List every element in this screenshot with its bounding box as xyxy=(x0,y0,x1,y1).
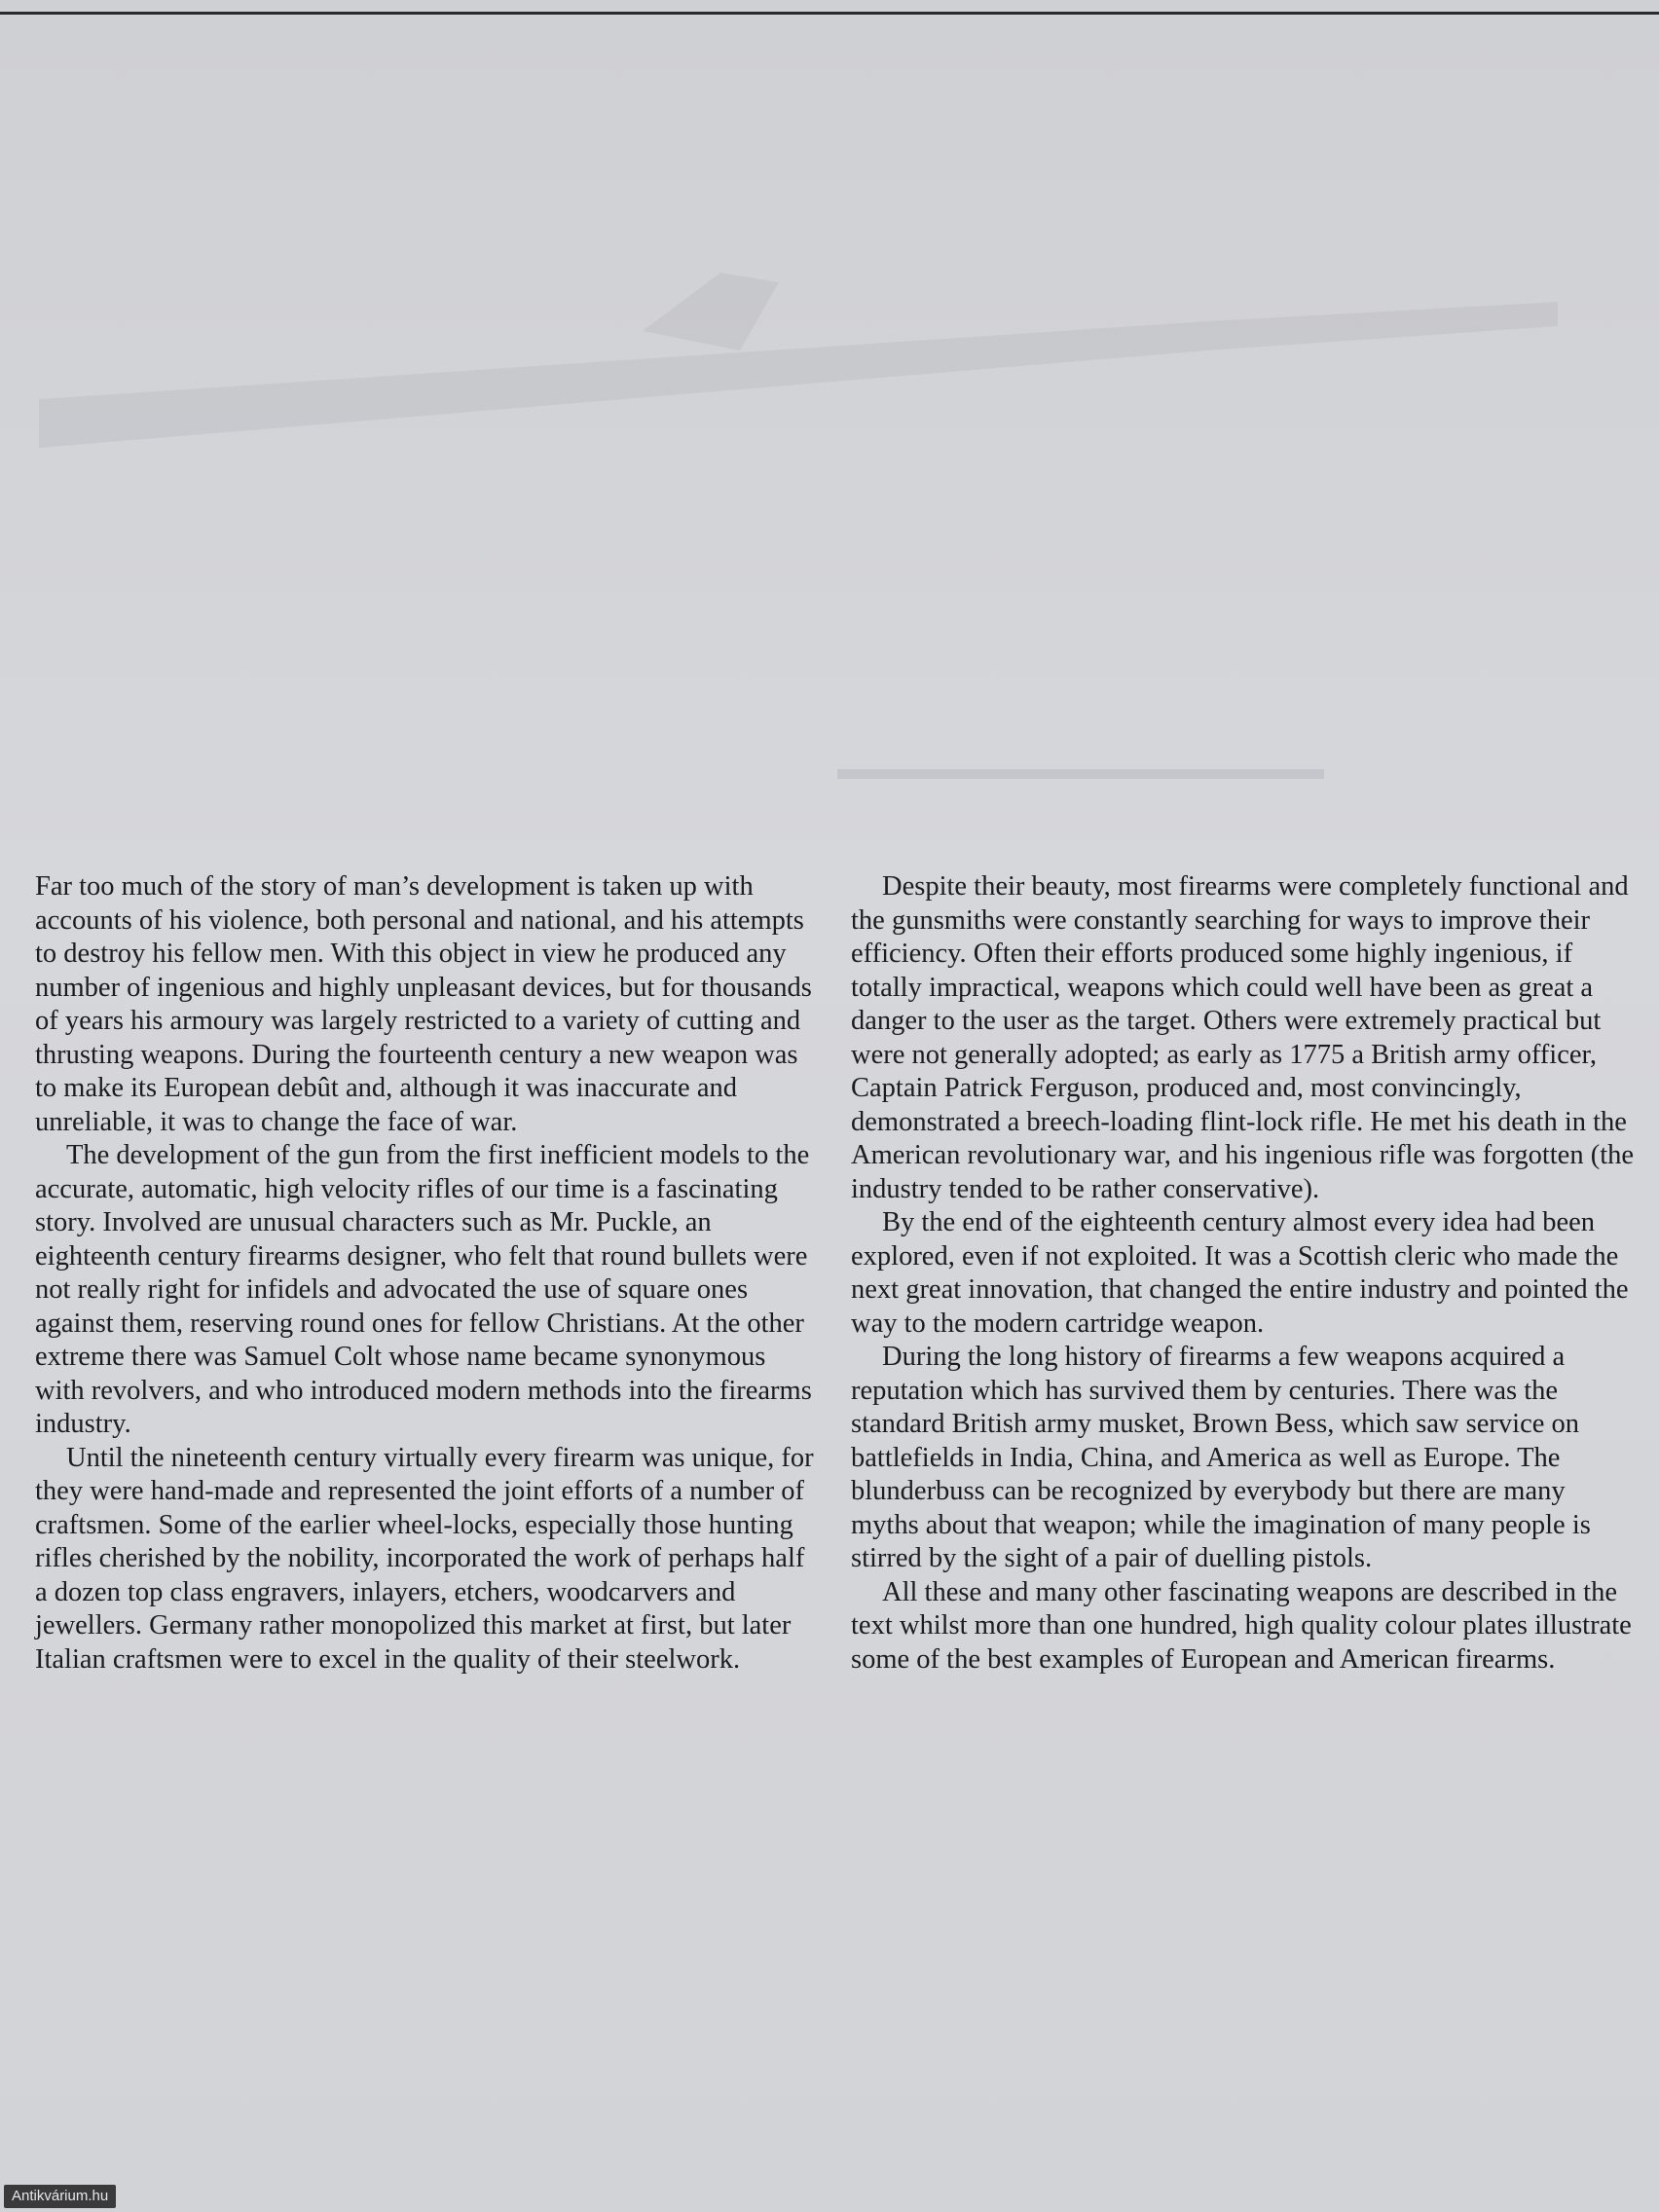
watermark-label: Antikvárium.hu xyxy=(4,2185,116,2208)
right-text-column xyxy=(851,870,1636,1677)
faint-show-through-caption xyxy=(837,769,1324,779)
paragraph: Despite their beauty, most firearms were completely functional and the gunsmiths were constantly searching for ways to improve their efficiency. Often their efforts produced some highly ingenious, if totally impractical, weapons which could well have been as great a danger to the user as the target. Others were extremely practical but were not generally adopted; as early as 1775 a British army officer, Captain Patrick Ferguson, produced and, most convincingly, demonstrated a breech-loading flint-lock rifle. He met his death in the American revolutionary war, and his ingenious rifle was forgotten (the industry tended to be rather conservative). xyxy=(851,871,1635,1204)
paragraph: By the end of the eighteenth century almost every idea had been explored, even if not exploited. It was a Scottish cleric who made the next great innovation, that changed the entire industry and pointed the way to the modern cartridge weapon. xyxy=(851,1207,1629,1339)
paragraph: Far too much of the story of man’s development is taken up with accounts of his violence, both personal and national, and his attempts to destroy his fellow men. With this object in view he produced any number of ingenious and highly unpleasant devices, but for thousands of years his armoury was largely restricted to a variety of cutting and thrusting weapons. During the fourteenth century a new weapon was to make its European debût and, although it was inaccurate and unreliable, it was to change the face of war. xyxy=(35,871,812,1137)
paragraph: During the long history of firearms a few weapons acquired a reputation which has survived them by centuries. There was the standard British army musket, Brown Bess, which saw service on battlefields in India, China, and America as well as Europe. The blunderbuss can be recognized by everybody but there are many myths about that weapon; while the imagination of many people is stirred by the sight of a pair of duelling pistols. xyxy=(851,1342,1591,1573)
faint-show-through-illustration xyxy=(39,156,1597,526)
left-text-column xyxy=(35,870,822,1677)
paragraph: The development of the gun from the first inefficient models to the accurate, automatic, high velocity rifles of our time is a fascinating story. Involved are unusual characters such as Mr. Puckle, an eighteenth century firearms designer, who felt that round bullets were not really right for infidels and advocated the use of square ones against them, reserving round ones for fellow Christians. At the other extreme there was Samuel Colt whose name became synonymous with revolvers, and who introduced modern methods into the firearms industry. xyxy=(35,1140,812,1439)
top-rule xyxy=(0,12,1659,15)
paragraph: All these and many other fascinating weapons are described in the text whilst more than one hundred, high quality colour plates illustrate some of the best examples of European and American firearms. xyxy=(851,1576,1632,1675)
paragraph: Until the nineteenth century virtually every firearm was unique, for they were hand-made and represented the joint efforts of a number of craftsmen. Some of the earlier wheel-locks, especially those hunting rifles cherished by the nobility, incorporated the work of perhaps half a dozen top class engravers, inlayers, etchers, woodcarvers and jewellers. Germany rather monopolized this market at first, but later Italian craftsmen were to excel in the quality of their steelwork. xyxy=(35,1442,814,1675)
